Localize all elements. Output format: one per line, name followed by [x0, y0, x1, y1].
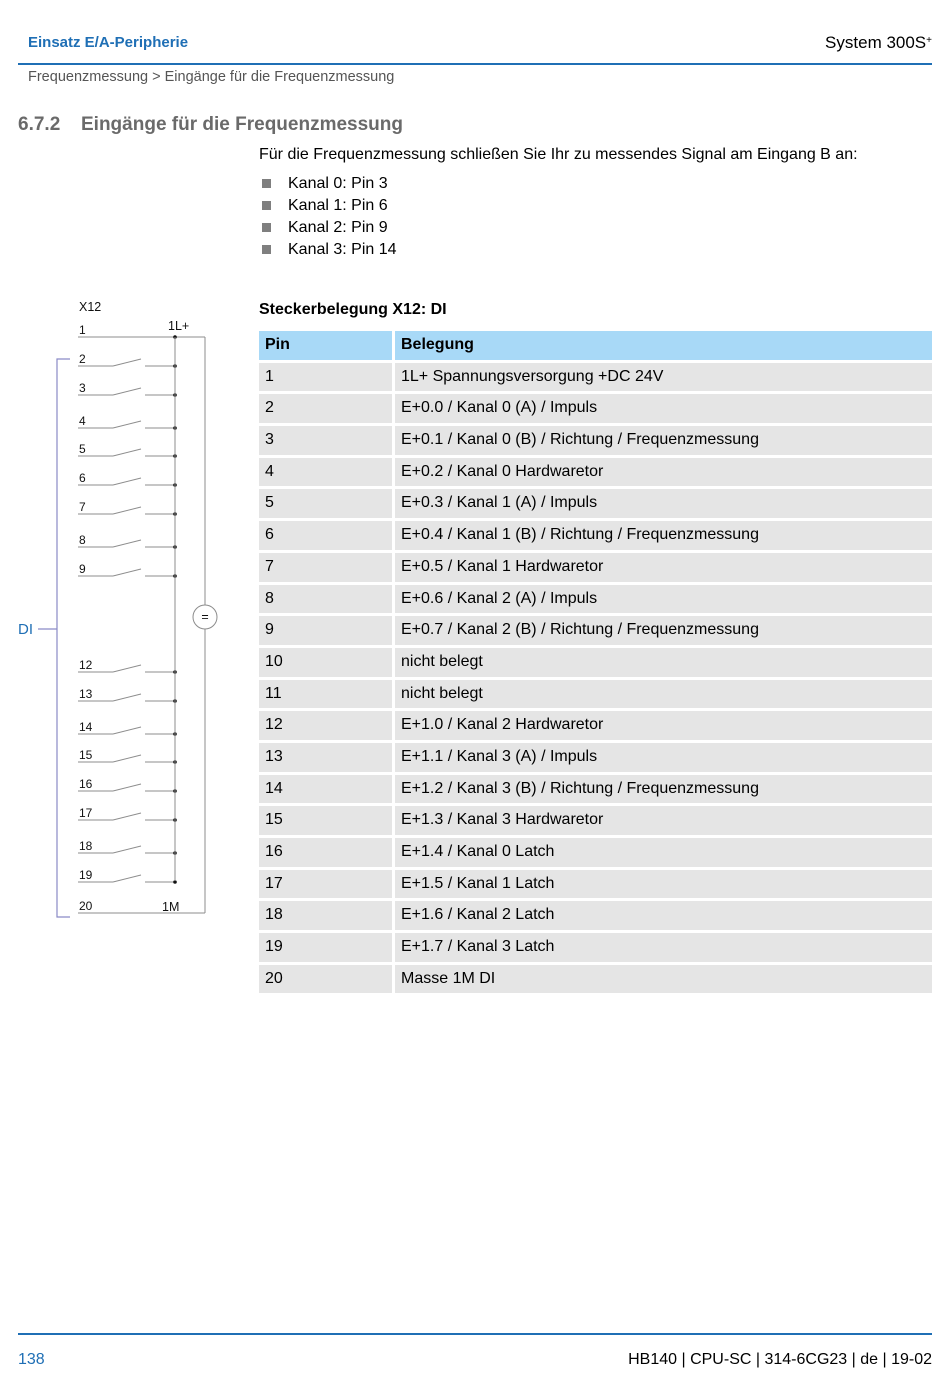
pin-16-switch-contact	[113, 784, 141, 791]
pin-17-label: 17	[79, 806, 93, 820]
table-row	[259, 489, 932, 518]
assignment-cell: nicht belegt	[395, 648, 932, 677]
channel-pin-list	[259, 173, 397, 261]
group-bracket	[38, 359, 70, 917]
document-reference: HB140 | CPU-SC | 314-6CG23 | de | 19-02	[628, 1351, 932, 1368]
pin-7-switch-contact	[113, 507, 141, 514]
assignment-cell: 1L+ Spannungsversorgung +DC 24V	[395, 363, 932, 392]
assignment-cell: E+1.3 / Kanal 3 Hardwaretor	[395, 806, 932, 835]
column-header-assignment: Belegung	[395, 331, 932, 360]
pin-cell: 15	[259, 806, 392, 835]
assignment-cell: E+1.0 / Kanal 2 Hardwaretor	[395, 711, 932, 740]
pin-7-label: 7	[79, 500, 86, 514]
list-item	[259, 239, 397, 261]
pin-8-label: 8	[79, 533, 86, 547]
pin-19-label: 19	[79, 868, 93, 882]
table-row	[259, 711, 932, 740]
pin-assignment-table	[259, 331, 932, 996]
bullet-square-icon	[262, 201, 271, 210]
pin-4-switch-contact	[113, 421, 141, 428]
assignment-cell: E+1.6 / Kanal 2 Latch	[395, 901, 932, 930]
table-row	[259, 616, 932, 645]
section-title: Eingänge für die Frequenzmessung	[81, 114, 403, 135]
table-row	[259, 648, 932, 677]
list-item-text: Kanal 2: Pin 9	[288, 219, 388, 236]
table-row	[259, 553, 932, 582]
pin-14-label: 14	[79, 720, 93, 734]
pin-cell: 20	[259, 965, 392, 994]
pin-cell: 19	[259, 933, 392, 962]
pin-16-label: 16	[79, 777, 93, 791]
table-row	[259, 838, 932, 867]
page-number: 138	[18, 1351, 45, 1368]
list-item-text: Kanal 0: Pin 3	[288, 175, 388, 192]
table-row	[259, 743, 932, 772]
pin-2-label: 2	[79, 352, 86, 366]
table-row	[259, 458, 932, 487]
product-name-superscript: +	[926, 35, 932, 46]
pin-18-switch-contact	[113, 846, 141, 853]
assignment-cell: E+0.0 / Kanal 0 (A) / Impuls	[395, 394, 932, 423]
assignment-cell: E+0.2 / Kanal 0 Hardwaretor	[395, 458, 932, 487]
pin-5-switch-contact	[113, 449, 141, 456]
pin-1-label: 1	[79, 323, 86, 337]
breadcrumb: Frequenzmessung > Eingänge für die Frequenzmessung	[28, 69, 395, 85]
pin-cell: 12	[259, 711, 392, 740]
pin-12-switch-contact	[113, 665, 141, 672]
pin-20-label: 20	[79, 899, 93, 913]
pin-6-switch-contact	[113, 478, 141, 485]
section-number: 6.7.2	[18, 114, 61, 135]
footer-divider	[18, 1333, 932, 1335]
list-item	[259, 173, 397, 195]
pin-3-switch-contact	[113, 388, 141, 395]
product-name-text: System 300S	[825, 33, 927, 52]
pin-17-switch-contact	[113, 813, 141, 820]
pin-14-switch-contact	[113, 727, 141, 734]
assignment-cell: E+0.7 / Kanal 2 (B) / Richtung / Frequenzmessung	[395, 616, 932, 645]
table-row	[259, 870, 932, 899]
assignment-cell: E+1.7 / Kanal 3 Latch	[395, 933, 932, 962]
table-row	[259, 585, 932, 614]
table-body	[259, 363, 932, 994]
supply-label: 1L+	[168, 319, 190, 333]
list-item	[259, 195, 397, 217]
table-row	[259, 363, 932, 392]
table-row	[259, 521, 932, 550]
pin-15-switch-contact	[113, 755, 141, 762]
table-row	[259, 426, 932, 455]
pin-cell: 10	[259, 648, 392, 677]
pin-cell: 4	[259, 458, 392, 487]
table-row	[259, 933, 932, 962]
product-name	[825, 32, 932, 54]
table-header-row	[259, 331, 932, 360]
pin-cell: 16	[259, 838, 392, 867]
list-item-text: Kanal 1: Pin 6	[288, 197, 388, 214]
table-row	[259, 394, 932, 423]
bullet-square-icon	[262, 245, 271, 254]
pin-cell: 8	[259, 585, 392, 614]
pin-cell: 3	[259, 426, 392, 455]
pin-19-switch-contact	[113, 875, 141, 882]
assignment-cell: Masse 1M DI	[395, 965, 932, 994]
pin-cell: 11	[259, 680, 392, 709]
assignment-cell: E+0.6 / Kanal 2 (A) / Impuls	[395, 585, 932, 614]
assignment-cell: E+1.2 / Kanal 3 (B) / Richtung / Frequenzmessung	[395, 775, 932, 804]
pin-cell: 2	[259, 394, 392, 423]
pin-8-switch-contact	[113, 540, 141, 547]
dc-symbol-label: =	[201, 610, 209, 624]
assignment-cell: nicht belegt	[395, 680, 932, 709]
pin-18-label: 18	[79, 839, 93, 853]
chapter-title: Einsatz E/A-Peripherie	[28, 34, 189, 51]
bullet-square-icon	[262, 223, 271, 232]
assignment-cell: E+1.1 / Kanal 3 (A) / Impuls	[395, 743, 932, 772]
assignment-cell: E+1.5 / Kanal 1 Latch	[395, 870, 932, 899]
pin-13-switch-contact	[113, 694, 141, 701]
ground-label: 1M	[162, 900, 180, 914]
pin-9-switch-contact	[113, 569, 141, 576]
column-header-pin: Pin	[259, 331, 392, 360]
pin-12-label: 12	[79, 658, 93, 672]
table-title: Steckerbelegung X12: DI	[259, 301, 447, 318]
pin-3-label: 3	[79, 381, 86, 395]
assignment-cell: E+0.5 / Kanal 1 Hardwaretor	[395, 553, 932, 582]
assignment-cell: E+1.4 / Kanal 0 Latch	[395, 838, 932, 867]
pin-13-label: 13	[79, 687, 93, 701]
pin-cell: 13	[259, 743, 392, 772]
list-item-text: Kanal 3: Pin 14	[288, 241, 397, 258]
pin-2-switch-contact	[113, 359, 141, 366]
pin-cell: 18	[259, 901, 392, 930]
pin-cell: 6	[259, 521, 392, 550]
pin-cell: 5	[259, 489, 392, 518]
pin-cell: 17	[259, 870, 392, 899]
pin-cell: 14	[259, 775, 392, 804]
table-row	[259, 806, 932, 835]
group-label: DI	[18, 621, 33, 638]
intro-paragraph: Für die Frequenzmessung schließen Sie Ihr zu messendes Signal am Eingang B an:	[259, 146, 858, 163]
pin-6-label: 6	[79, 471, 86, 485]
pin-group	[78, 323, 205, 913]
table-row	[259, 680, 932, 709]
assignment-cell: E+0.1 / Kanal 0 (B) / Richtung / Frequenzmessung	[395, 426, 932, 455]
pin-15-label: 15	[79, 748, 93, 762]
table-row	[259, 775, 932, 804]
table-row	[259, 901, 932, 930]
pin-9-label: 9	[79, 562, 86, 576]
pin-4-label: 4	[79, 414, 86, 428]
assignment-cell: E+0.3 / Kanal 1 (A) / Impuls	[395, 489, 932, 518]
connector-label: X12	[79, 300, 102, 314]
pin-cell: 7	[259, 553, 392, 582]
pin-cell: 1	[259, 363, 392, 392]
list-item	[259, 217, 397, 239]
bullet-square-icon	[262, 179, 271, 188]
pin-cell: 9	[259, 616, 392, 645]
assignment-cell: E+0.4 / Kanal 1 (B) / Richtung / Frequenzmessung	[395, 521, 932, 550]
connector-wiring-diagram	[0, 0, 240, 940]
table-row	[259, 965, 932, 994]
pin-5-label: 5	[79, 442, 86, 456]
